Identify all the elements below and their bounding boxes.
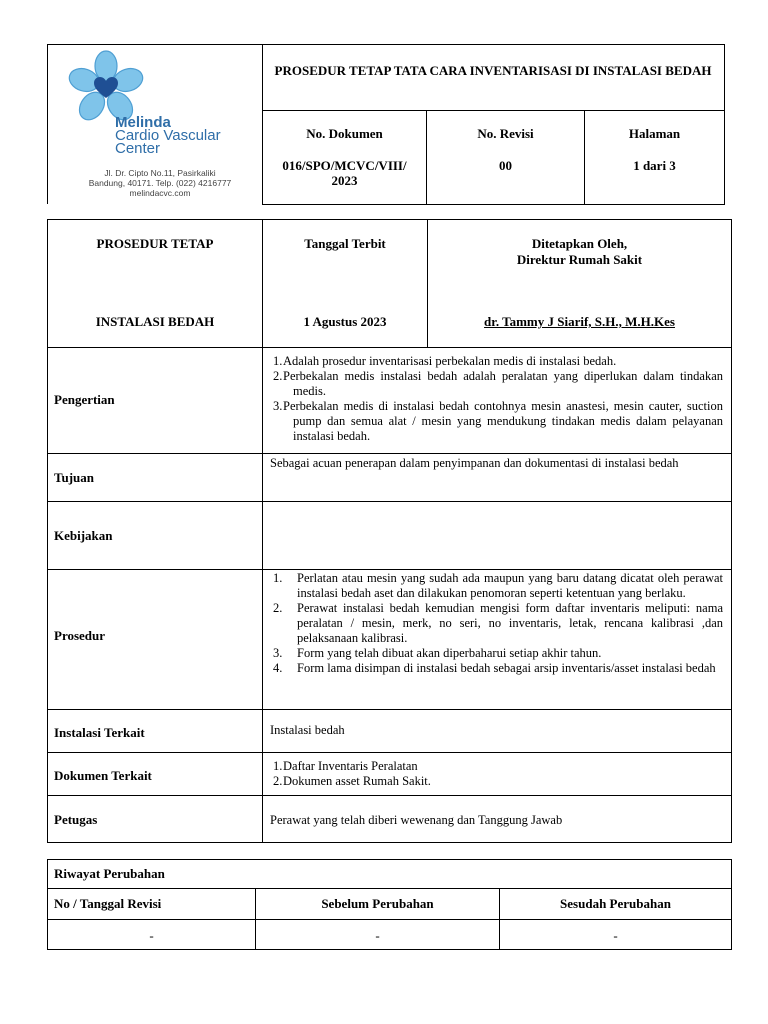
dokumen-list — [271, 759, 721, 789]
doc-number-label: No. Dokumen — [306, 126, 383, 141]
revision-value: 00 — [499, 158, 512, 173]
signatory-name: dr. Tammy J Siarif, S.H., M.H.Kes — [484, 314, 675, 329]
prosedur-list — [271, 571, 723, 676]
list-item: 3. Perbekalan medis di instalasi bedah contohnya mesin anastesi, mesin cauter, suction pump dan semua alat / mesin yang mendukung tindakan medis dalam pelayanan instalasi bedah. — [273, 399, 723, 443]
instalasi-text: Instalasi bedah — [270, 723, 345, 737]
approved-by-line2: Direktur Rumah Sakit — [516, 252, 643, 267]
list-item: 1. Perlatan atau mesin yang sudah ada maupun yang baru datang dicatat oleh perawat instalasi bedah aset dan dilakukan penomoran seperti ketentuan yang berlaku. — [273, 571, 723, 600]
page-label: Halaman — [628, 126, 681, 141]
list-item: 4. Form lama disimpan di instalasi bedah sebagai arsip inventaris/asset instalasi bedah — [273, 661, 716, 675]
history-cell: - — [613, 928, 618, 943]
list-item: 2. Dokumen asset Rumah Sakit. — [273, 774, 431, 788]
logo-address-line1: Jl. Dr. Cipto No.11, Pasirkaliki — [104, 168, 216, 178]
document-title: PROSEDUR TETAP TATA CARA INVENTARISASI DI INSTALASI BEDAH — [274, 63, 712, 78]
petugas-text: Perawat yang telah diberi wewenang dan Tanggung Jawab — [270, 813, 563, 827]
flower-heart-logo-icon — [68, 50, 144, 122]
list-item: 3. Form yang telah dibuat akan diperbaharui setiap akhir tahun. — [273, 646, 602, 660]
history-cell: - — [375, 928, 380, 943]
tujuan-text: Sebagai acuan penerapan dalam penyimpanan dan dokumentasi di instalasi bedah — [270, 456, 679, 470]
history-title: Riwayat Perubahan — [54, 866, 165, 881]
meta-unit-label: INSTALASI BEDAH — [95, 314, 215, 329]
history-col-after: Sesudah Perubahan — [560, 896, 671, 911]
page-value: 1 dari 3 — [633, 158, 676, 173]
logo-address-line2: Bandung, 40171. Telp. (022) 4216777 — [88, 178, 232, 188]
list-item: 1. Daftar Inventaris Peralatan — [273, 759, 418, 773]
section-label-instalasi: Instalasi Terkait — [54, 725, 145, 740]
approved-by-line1: Ditetapkan Oleh, — [531, 236, 628, 251]
issue-date-label: Tanggal Terbit — [304, 236, 386, 251]
pengertian-list — [271, 354, 723, 444]
doc-number-value: 016/SPO/MCVC/VIII/ 2023 — [282, 158, 407, 188]
logo-name-line3: Center — [115, 140, 161, 157]
history-col-revision: No / Tanggal Revisi — [54, 896, 162, 911]
issue-date-value: 1 Agustus 2023 — [303, 314, 387, 329]
section-label-pengertian: Pengertian — [54, 392, 115, 407]
list-item: 1. Adalah prosedur inventarisasi perbekalan medis di instalasi bedah. — [273, 354, 617, 368]
hospital-logo — [60, 50, 255, 200]
history-cell: - — [149, 928, 154, 943]
logo-address-line3: melindacvc.com — [129, 188, 191, 198]
logo-name-line2: Cardio Vascular — [115, 127, 221, 144]
history-col-before: Sebelum Perubahan — [321, 896, 434, 911]
logo-name-line1: Melinda — [115, 114, 171, 131]
revision-label: No. Revisi — [477, 126, 534, 141]
meta-procedure-label: PROSEDUR TETAP — [96, 236, 214, 251]
section-label-tujuan: Tujuan — [54, 470, 94, 485]
section-label-kebijakan: Kebijakan — [54, 528, 113, 543]
list-item: 2. Perbekalan medis instalasi bedah adalah peralatan yang diperlukan dalam tindakan medis. — [273, 369, 723, 398]
section-label-dokumen: Dokumen Terkait — [54, 768, 152, 783]
section-label-prosedur: Prosedur — [54, 628, 106, 643]
section-label-petugas: Petugas — [54, 812, 98, 827]
list-item: 2. Perawat instalasi bedah kemudian mengisi form daftar inventaris meliputi: nama peralatan / mesin, merk, no seri, no inventaris, letak, rencana kalibrasi ,dan pelaksanaan kalibrasi. — [273, 601, 723, 645]
